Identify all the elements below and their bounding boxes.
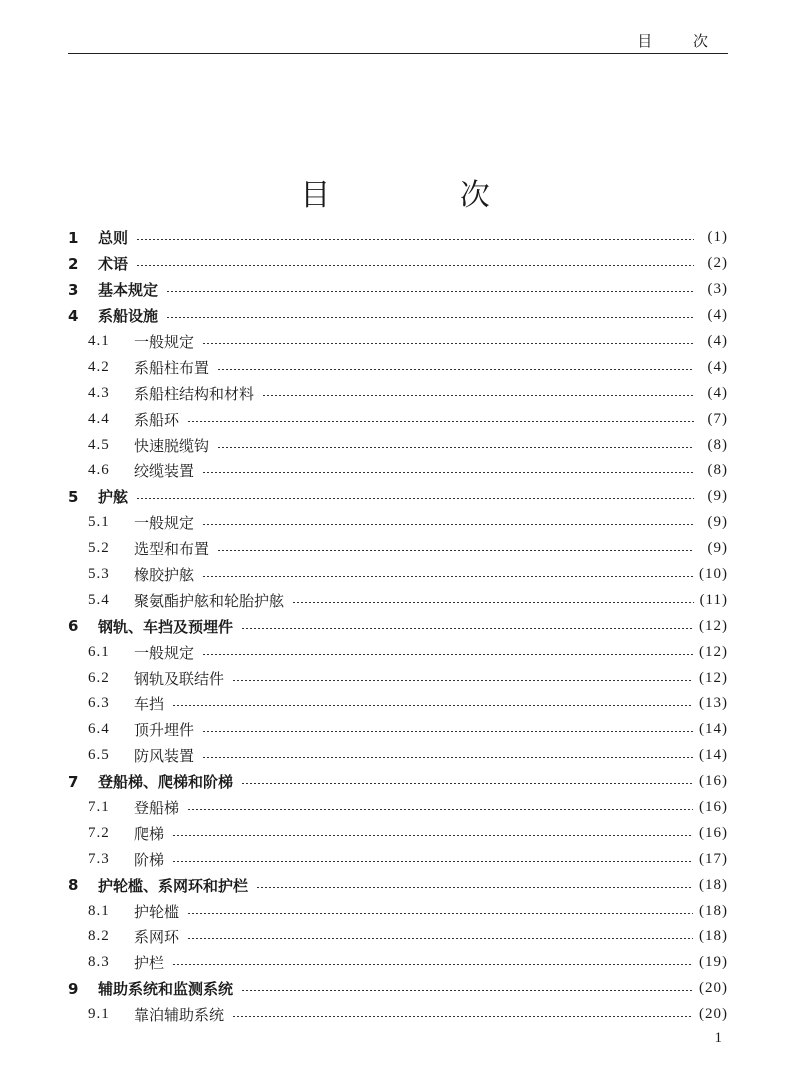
toc-entry-page: (12) [699, 669, 728, 686]
header-title: 目 次 [637, 32, 726, 50]
toc-entry[interactable] [68, 354, 728, 380]
toc-entry-title: 基本规定 [98, 281, 159, 300]
toc-entry-title: 钢轨及联结件 [134, 669, 225, 688]
toc-entry-page: (4) [707, 333, 728, 349]
dot-leader [232, 680, 693, 681]
dot-leader [202, 472, 694, 473]
toc-entry-title: 车挡 [134, 695, 165, 714]
toc-entry-page: (1) [707, 229, 728, 246]
toc-entry-page: (9) [707, 540, 728, 557]
toc-entry[interactable] [68, 303, 728, 329]
toc-entry[interactable] [68, 587, 728, 613]
toc-entry-title: 一般规定 [134, 643, 195, 662]
toc-entry-title: 防风装置 [134, 747, 195, 766]
toc-entry-title: 护轮槛 [134, 902, 180, 921]
dot-leader [202, 654, 693, 655]
toc-entry-page: (16) [699, 799, 728, 816]
toc-entry-title: 钢轨、车挡及预埋件 [98, 617, 234, 636]
toc-entry-number: 9.1 [88, 1006, 110, 1023]
toc-entry-number: 2 [68, 254, 79, 273]
toc-entry-number: 4.5 [88, 436, 110, 453]
dot-leader [217, 550, 694, 551]
page-title: 目 次 [300, 178, 550, 213]
toc-entry-title: 系船柱结构和材料 [134, 384, 255, 403]
toc-entry-title: 术语 [98, 255, 129, 274]
toc-entry[interactable] [68, 510, 728, 536]
dot-leader [136, 265, 694, 266]
toc-entry-page: (17) [699, 850, 728, 867]
toc-entry-page: (4) [707, 384, 728, 401]
dot-leader [202, 524, 694, 525]
toc-entry-page: (14) [699, 721, 728, 738]
dot-leader [187, 913, 693, 914]
dot-leader [292, 602, 694, 603]
toc-entry-number: 9 [68, 979, 79, 998]
table-of-contents [68, 225, 728, 1028]
toc-entry-number: 4.3 [88, 384, 110, 401]
toc-entry-page: (10) [699, 566, 728, 583]
toc-entry-title: 护轮槛、系网环和护栏 [98, 876, 249, 895]
toc-entry[interactable] [68, 329, 728, 355]
toc-entry-number: 8.2 [88, 928, 110, 945]
toc-entry-page: (20) [699, 1006, 728, 1023]
toc-entry-title: 绞缆装置 [134, 462, 195, 481]
toc-entry-number: 6.3 [88, 695, 110, 712]
toc-entry-title: 登船梯、爬梯和阶梯 [98, 773, 234, 792]
dot-leader [166, 317, 694, 318]
toc-entry-page: (16) [699, 773, 728, 790]
toc-entry-title: 系船设施 [98, 307, 159, 326]
toc-entry-number: 6 [68, 617, 79, 636]
header-rule [68, 53, 728, 54]
toc-entry-page: (2) [707, 255, 728, 272]
toc-entry[interactable] [68, 406, 728, 432]
dot-leader [262, 395, 694, 396]
toc-entry-page: (19) [699, 954, 728, 971]
toc-entry-number: 4.1 [88, 333, 110, 349]
toc-entry[interactable] [68, 639, 728, 665]
toc-entry[interactable] [68, 665, 728, 691]
toc-entry-number: 5.2 [88, 540, 110, 557]
toc-entry-page: (18) [699, 902, 728, 919]
toc-entry-number: 1 [68, 228, 79, 247]
toc-entry-title: 聚氨酯护舷和轮胎护舷 [134, 591, 285, 610]
toc-entry-page: (3) [707, 281, 728, 298]
toc-entry-title: 阶梯 [134, 850, 165, 869]
toc-entry[interactable] [68, 717, 728, 743]
toc-entry-number: 6.2 [88, 669, 110, 686]
toc-entry-number: 6.5 [88, 747, 110, 764]
toc-entry-title: 系船环 [134, 410, 180, 429]
toc-entry[interactable] [68, 432, 728, 458]
dot-leader [187, 421, 694, 422]
toc-entry-page: (9) [707, 488, 728, 505]
toc-entry[interactable] [68, 872, 728, 898]
toc-entry[interactable] [68, 484, 728, 510]
toc-entry-page: (16) [699, 824, 728, 841]
dot-leader [172, 835, 693, 836]
toc-entry-title: 辅助系统和监测系统 [98, 980, 234, 999]
toc-entry[interactable] [68, 277, 728, 303]
dot-leader [202, 343, 694, 344]
toc-entry[interactable] [68, 691, 728, 717]
toc-entry-number: 3 [68, 280, 79, 299]
dot-leader [136, 239, 694, 240]
dot-leader [241, 628, 693, 629]
toc-entry-number: 4.4 [88, 410, 110, 427]
dot-leader [202, 757, 693, 758]
toc-entry[interactable] [68, 536, 728, 562]
toc-entry-title: 顶升埋件 [134, 721, 195, 740]
page-number: 1 [714, 1030, 722, 1046]
toc-entry[interactable] [68, 976, 728, 1002]
toc-entry-number: 8.1 [88, 902, 110, 919]
toc-entry[interactable] [68, 820, 728, 846]
toc-entry-title: 一般规定 [134, 514, 195, 533]
dot-leader [187, 938, 693, 939]
toc-entry[interactable] [68, 225, 728, 251]
toc-entry[interactable] [68, 562, 728, 588]
toc-entry-title: 护舷 [98, 488, 129, 507]
toc-entry-number: 7.1 [88, 799, 110, 816]
toc-entry-page: (13) [699, 695, 728, 712]
toc-entry[interactable] [68, 898, 728, 924]
toc-entry-number: 4.6 [88, 462, 110, 479]
toc-entry[interactable] [68, 769, 728, 795]
toc-entry-title: 护栏 [134, 954, 165, 973]
toc-entry-page: (11) [699, 591, 728, 608]
dot-leader [136, 498, 694, 499]
dot-leader [166, 291, 694, 292]
dot-leader [256, 887, 693, 888]
toc-entry-number: 7 [68, 772, 79, 791]
toc-entry-number: 6.1 [88, 643, 110, 660]
dot-leader [172, 705, 693, 706]
toc-entry-number: 4.2 [88, 358, 110, 375]
toc-entry[interactable] [68, 251, 728, 277]
toc-entry-title: 快速脱缆钩 [134, 436, 210, 455]
toc-entry[interactable] [68, 924, 728, 950]
dot-leader [241, 783, 693, 784]
toc-entry-page: (4) [707, 307, 728, 324]
toc-entry-page: (4) [707, 358, 728, 375]
toc-entry[interactable] [68, 743, 728, 769]
toc-entry-number: 8 [68, 876, 79, 895]
toc-entry[interactable] [68, 1002, 728, 1028]
dot-leader [241, 990, 693, 991]
dot-leader [202, 576, 693, 577]
toc-entry-number: 5.3 [88, 566, 110, 583]
toc-entry[interactable] [68, 846, 728, 872]
toc-entry[interactable] [68, 795, 728, 821]
dot-leader [187, 809, 693, 810]
toc-entry-title: 靠泊辅助系统 [134, 1006, 225, 1025]
toc-entry-number: 5.4 [88, 591, 110, 608]
toc-entry-page: (9) [707, 514, 728, 531]
dot-leader [217, 447, 694, 448]
toc-entry-title: 系网环 [134, 928, 180, 947]
toc-entry-number: 5.1 [88, 514, 110, 531]
toc-entry-number: 7.2 [88, 824, 110, 841]
dot-leader [172, 964, 693, 965]
toc-entry-number: 8.3 [88, 954, 110, 971]
toc-entry[interactable] [68, 458, 728, 484]
toc-entry-page: (8) [707, 436, 728, 453]
toc-entry-page: (18) [699, 928, 728, 945]
toc-entry-title: 选型和布置 [134, 540, 210, 559]
toc-entry-title: 登船梯 [134, 799, 180, 818]
toc-entry-page: (14) [699, 747, 728, 764]
toc-entry-title: 橡胶护舷 [134, 566, 195, 585]
toc-entry-page: (18) [699, 876, 728, 893]
dot-leader [232, 1016, 693, 1017]
toc-entry-page: (12) [699, 643, 728, 660]
toc-entry-number: 7.3 [88, 850, 110, 867]
toc-entry-number: 4 [68, 306, 79, 325]
toc-entry[interactable] [68, 380, 728, 406]
toc-entry-number: 6.4 [88, 721, 110, 738]
toc-entry[interactable] [68, 613, 728, 639]
toc-entry-title: 总则 [98, 229, 129, 248]
toc-entry[interactable] [68, 950, 728, 976]
dot-leader [172, 861, 693, 862]
toc-entry-number: 5 [68, 487, 79, 506]
toc-entry-page: (8) [707, 462, 728, 479]
toc-entry-page: (20) [699, 980, 728, 997]
toc-entry-page: (7) [707, 410, 728, 427]
dot-leader [217, 369, 694, 370]
toc-entry-title: 一般规定 [134, 333, 195, 351]
dot-leader [202, 731, 693, 732]
toc-entry-title: 爬梯 [134, 824, 165, 843]
toc-entry-title: 系船柱布置 [134, 358, 210, 377]
toc-entry-page: (12) [699, 617, 728, 634]
